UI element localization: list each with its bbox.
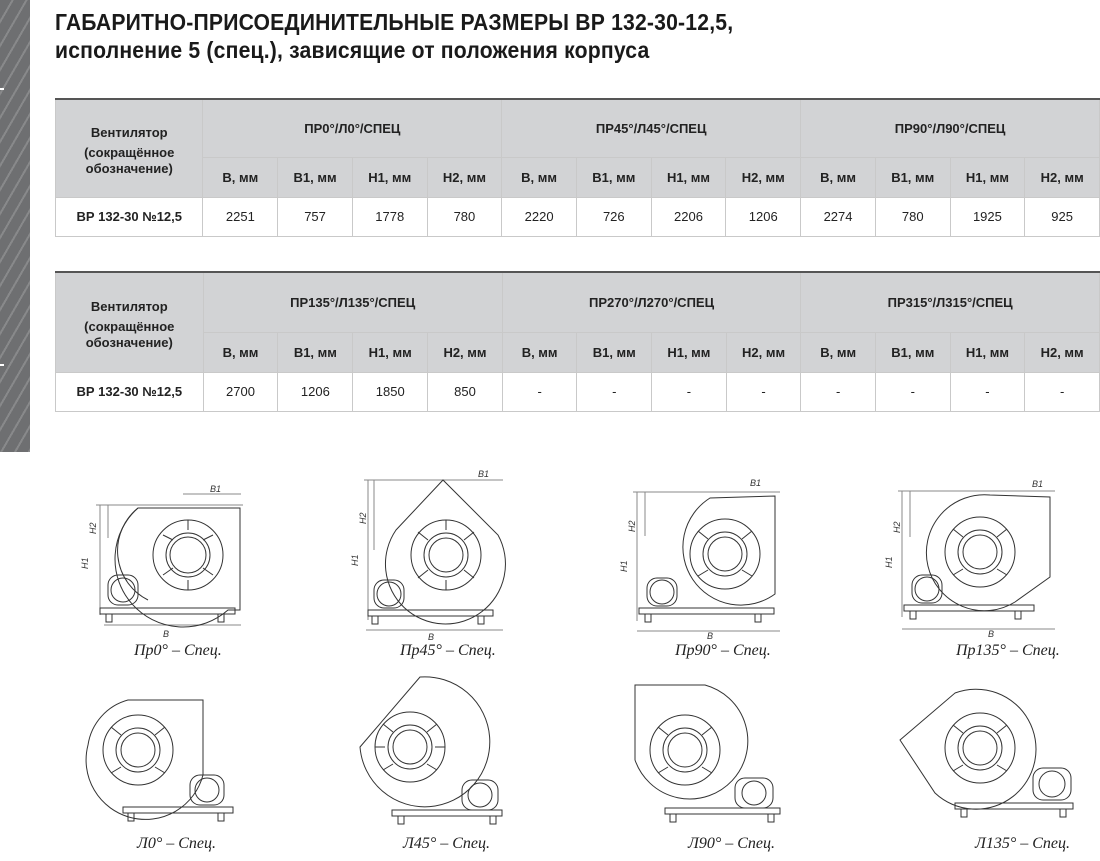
caption-pr90: Пр90° – Спец. [675,642,771,659]
fan-header-line: (сокращённое [84,144,175,160]
cell-value: 2251 [203,197,278,236]
dim-label-b1: B1 [1032,479,1044,489]
cell-value: 1206 [278,372,353,411]
group-header: ПР315°/Л315°/СПЕЦ [801,272,1100,332]
dimensions-table-2 [55,271,1100,412]
dim-label-b: B [428,632,435,642]
col-header: B1, мм [577,157,652,197]
dim-label-h2: H2 [627,520,637,532]
cell-value: 1925 [950,197,1025,236]
col-header: H2, мм [1025,157,1100,197]
cell-value: 925 [1025,197,1100,236]
fan-drawing-l45 [350,672,510,830]
col-header: B1, мм [875,332,950,372]
dim-label-b: B [163,629,170,639]
page-title [55,8,733,64]
cell-value: - [502,372,577,411]
cell-value: 780 [875,197,950,236]
col-header: H1, мм [352,157,427,197]
col-header: H2, мм [726,157,801,197]
cell-value: 850 [428,372,503,411]
cell-value: 1850 [353,372,428,411]
col-header: H2, мм [428,332,503,372]
cell-value: - [577,372,652,411]
dim-label-h1: H1 [884,556,894,568]
col-header: B, мм [801,332,876,372]
table-row [56,372,1100,411]
fan-header-line: Вентилятор [90,298,168,314]
caption-l45: Л45° – Спец. [403,835,491,852]
fan-model: ВР 132-30 №12,5 [56,372,204,411]
side-decoration-strip [0,0,30,452]
group-header: ПР45°/Л45°/СПЕЦ [502,99,801,157]
dim-label-b1: B1 [210,484,222,494]
fan-header-line: обозначение) [85,160,173,176]
dim-label-h1: H1 [619,560,629,572]
fan-header-line: (сокращённое [84,318,175,334]
col-header: H2, мм [726,332,801,372]
fan-header [56,272,204,372]
col-header: B1, мм [875,157,950,197]
cell-value: - [726,372,801,411]
title-line-1: ГАБАРИТНО-ПРИСОЕДИНИТЕЛЬНЫЕ РАЗМЕРЫ ВР 132-30-12,5, [55,9,734,35]
caption-l135: Л135° – Спец. [975,835,1071,852]
title-line-2: исполнение 5 (спец.), зависящие от положения корпуса [55,37,650,63]
col-header: B, мм [502,157,577,197]
dim-label-h2: H2 [88,522,98,534]
fan-drawing-pr135 [880,477,1060,640]
cell-value: - [875,372,950,411]
fan-header-line: Вентилятор [90,124,168,140]
table-row [56,197,1100,236]
cell-value: 1778 [352,197,427,236]
cell-value: 2274 [801,197,876,236]
dim-label-b1: B1 [478,469,490,479]
group-header: ПР0°/Л0°/СПЕЦ [203,99,502,157]
col-header: B, мм [203,332,278,372]
group-header: ПР270°/Л270°/СПЕЦ [502,272,801,332]
col-header: B, мм [801,157,876,197]
fan-model: ВР 132-30 №12,5 [56,197,203,236]
dim-label-h2: H2 [358,512,368,524]
col-header: H1, мм [950,332,1025,372]
dim-label-b: B [707,631,714,641]
fan-drawing-l90 [630,680,790,830]
dimensions-table-1 [55,98,1100,237]
cell-value: - [950,372,1025,411]
dim-label-b: B [988,629,995,639]
cell-value: 2206 [651,197,726,236]
fan-drawing-pr45 [348,470,510,640]
caption-l0: Л0° – Спец. [137,835,217,852]
dim-label-h1: H1 [80,557,90,569]
col-header: H2, мм [427,157,502,197]
fan-drawing-pr90 [615,476,785,640]
cell-value: 2700 [203,372,278,411]
group-header: ПР90°/Л90°/СПЕЦ [801,99,1100,157]
caption-pr45: Пр45° – Спец. [400,642,496,659]
col-header: B, мм [502,332,577,372]
caption-pr135: Пр135° – Спец. [956,642,1060,659]
group-header: ПР135°/Л135°/СПЕЦ [203,272,502,332]
cell-value: - [1025,372,1100,411]
col-header: H1, мм [950,157,1025,197]
col-header: B1, мм [278,332,353,372]
fan-drawing-pr0 [78,480,248,640]
cell-value: 757 [278,197,353,236]
dim-label-h1: H1 [350,554,360,566]
side-tick [0,364,4,366]
cell-value: 1206 [726,197,801,236]
fan-drawing-l0 [78,695,243,830]
fan-header-line: обозначение) [85,334,173,350]
caption-l90: Л90° – Спец. [688,835,776,852]
cell-value: 2220 [502,197,577,236]
caption-pr0: Пр0° – Спец. [134,642,222,659]
dim-label-h2: H2 [892,521,902,533]
col-header: B1, мм [577,332,652,372]
col-header: H1, мм [651,157,726,197]
cell-value: - [652,372,727,411]
col-header: B, мм [203,157,278,197]
fan-drawing-l135 [895,688,1080,830]
col-header: H1, мм [652,332,727,372]
col-header: B1, мм [278,157,353,197]
col-header: H2, мм [1025,332,1100,372]
side-tick [0,88,4,90]
cell-value: - [801,372,876,411]
col-header: H1, мм [353,332,428,372]
dim-label-b1: B1 [750,478,762,488]
cell-value: 780 [427,197,502,236]
fan-header [56,99,203,197]
cell-value: 726 [577,197,652,236]
